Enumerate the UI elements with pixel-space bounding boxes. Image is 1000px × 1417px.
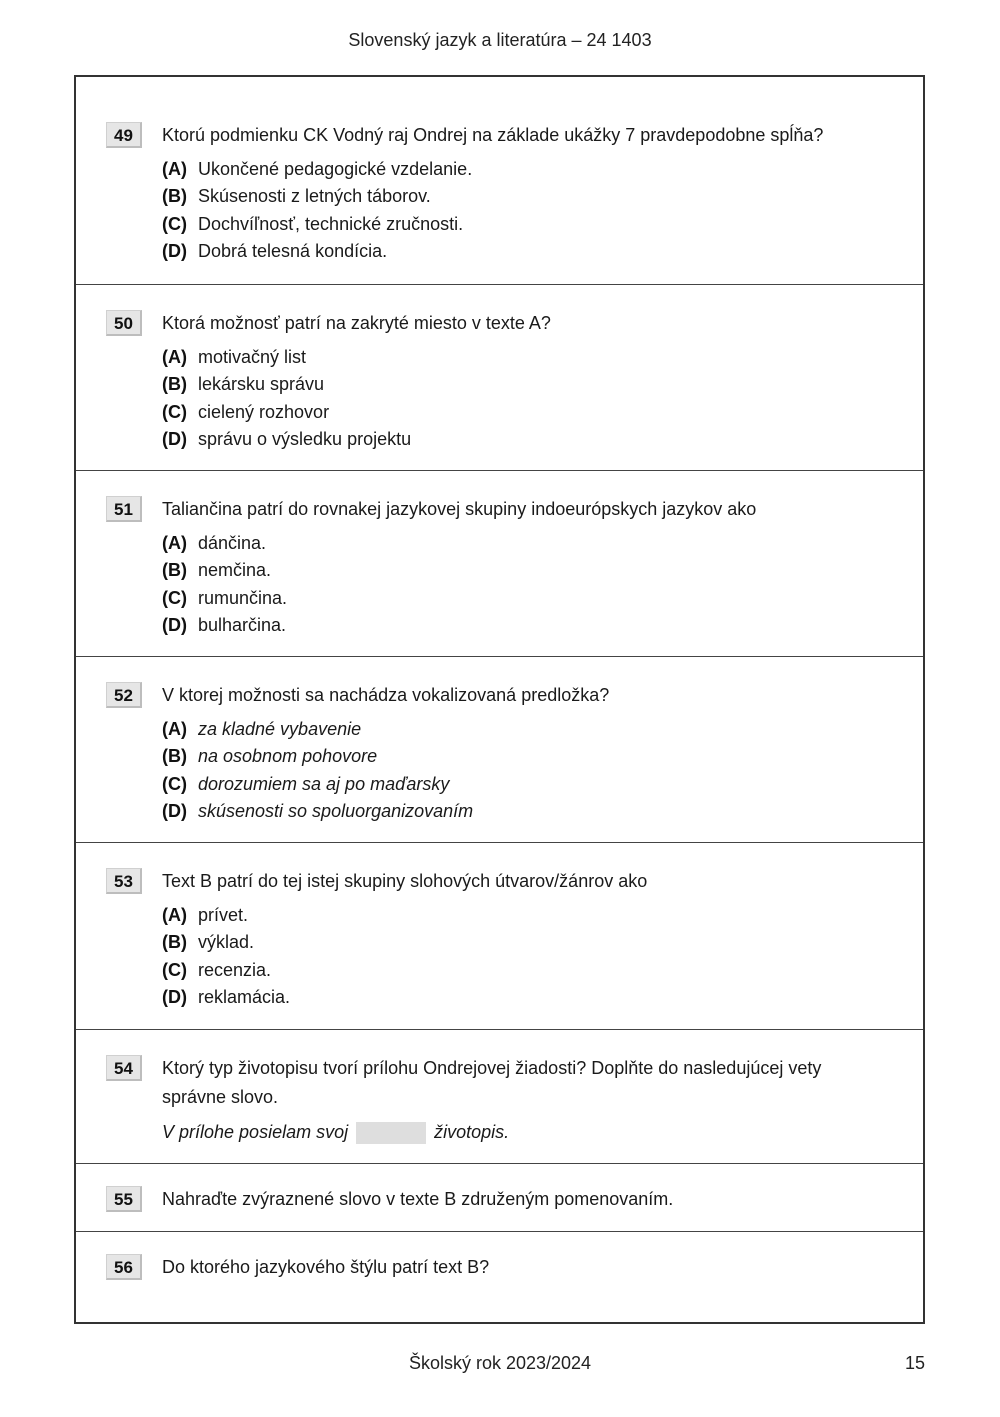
option-text: Dochvíľnosť, technické zručnosti. bbox=[198, 213, 464, 234]
option-label: (B) bbox=[162, 560, 187, 581]
option-text: Ukončené pedagogické vzdelanie. bbox=[198, 159, 473, 179]
option-label: (A) bbox=[162, 719, 187, 739]
option-label: (C) bbox=[162, 773, 187, 794]
option-label: (D) bbox=[162, 240, 187, 261]
options-52 bbox=[162, 716, 473, 825]
question-number-50: 50 bbox=[106, 310, 142, 336]
option-label: (A) bbox=[162, 347, 187, 367]
option-label: (C) bbox=[162, 587, 187, 608]
option-d[interactable] bbox=[162, 238, 472, 265]
option-label: (D) bbox=[162, 800, 187, 821]
question-number-49: 49 bbox=[106, 122, 142, 148]
option-d[interactable] bbox=[162, 798, 473, 825]
page-number: 15 bbox=[905, 1353, 926, 1373]
option-label: (C) bbox=[162, 959, 187, 980]
option-b[interactable] bbox=[162, 371, 411, 398]
question-53 bbox=[76, 842, 923, 1029]
question-text-55: Nahraďte zvýraznené slovo v texte B združeným pomenovaním. bbox=[162, 1189, 674, 1209]
answer-blank[interactable] bbox=[356, 1122, 426, 1144]
options-50 bbox=[162, 344, 411, 453]
question-number-51: 51 bbox=[106, 496, 142, 522]
question-51 bbox=[76, 470, 923, 656]
option-text: rumunčina. bbox=[198, 587, 288, 608]
option-label: (C) bbox=[162, 401, 187, 422]
question-text-49: Ktorú podmienku CK Vodný raj Ondrej na základe ukážky 7 pravdepodobne spĺňa? bbox=[162, 125, 824, 145]
question-49 bbox=[76, 77, 923, 284]
option-text: správu o výsledku projektu bbox=[198, 428, 412, 449]
option-d[interactable] bbox=[162, 612, 287, 639]
option-c[interactable] bbox=[162, 399, 411, 426]
option-text: výklad. bbox=[198, 932, 255, 953]
option-a[interactable] bbox=[162, 344, 411, 371]
question-52 bbox=[76, 656, 923, 842]
question-number-55: 55 bbox=[106, 1186, 142, 1212]
question-text-53: Text B patrí do tej istej skupiny slohových útvarov/žánrov ako bbox=[162, 871, 648, 891]
option-label: (B) bbox=[162, 746, 187, 767]
sentence-end: životopis. bbox=[434, 1122, 510, 1142]
option-text: Skúsenosti z letných táborov. bbox=[198, 186, 431, 207]
option-a[interactable] bbox=[162, 902, 290, 929]
question-text-51: Taliančina patrí do rovnakej jazykovej skupiny indoeurópskych jazykov ako bbox=[162, 499, 757, 519]
option-b[interactable] bbox=[162, 557, 287, 584]
option-label: (B) bbox=[162, 932, 187, 953]
option-text: na osobnom pohovore bbox=[198, 746, 378, 767]
options-51 bbox=[162, 530, 287, 639]
question-55 bbox=[76, 1163, 923, 1231]
question-text-52: V ktorej možnosti sa nachádza vokalizovaná predložka? bbox=[162, 685, 610, 705]
option-label: (C) bbox=[162, 213, 187, 234]
option-text: za kladné vybavenie bbox=[198, 719, 362, 739]
option-a[interactable] bbox=[162, 156, 472, 183]
option-label: (A) bbox=[162, 159, 187, 179]
option-label: (B) bbox=[162, 186, 187, 207]
sentence-start: V prílohe posielam svoj bbox=[162, 1122, 349, 1142]
option-text: prívet. bbox=[198, 905, 249, 925]
fill-in-sentence bbox=[162, 1120, 509, 1144]
option-text: dorozumiem sa aj po maďarsky bbox=[198, 773, 450, 794]
option-a[interactable] bbox=[162, 716, 473, 743]
question-54 bbox=[76, 1029, 923, 1163]
option-text: lekársku správu bbox=[198, 374, 325, 395]
option-label: (D) bbox=[162, 428, 187, 449]
option-text: cielený rozhovor bbox=[198, 401, 330, 422]
question-number-56: 56 bbox=[106, 1254, 142, 1280]
question-number-53: 53 bbox=[106, 868, 142, 894]
options-49 bbox=[162, 156, 472, 265]
option-b[interactable] bbox=[162, 929, 290, 956]
option-label: (A) bbox=[162, 533, 187, 553]
question-number-52: 52 bbox=[106, 682, 142, 708]
option-a[interactable] bbox=[162, 530, 287, 557]
page-footer: Školský rok 2023/2024 bbox=[408, 1353, 592, 1373]
option-b[interactable] bbox=[162, 183, 472, 210]
question-text-50: Ktorá možnosť patrí na zakryté miesto v texte A? bbox=[162, 313, 551, 333]
question-50 bbox=[76, 284, 923, 470]
option-text: dánčina. bbox=[198, 533, 267, 553]
question-text-54: Ktorý typ životopisu tvorí prílohu Ondrejovej žiadosti? Doplňte do nasledujúcej vety správne slovo. bbox=[162, 1058, 822, 1107]
option-c[interactable] bbox=[162, 585, 287, 612]
question-text-56: Do ktorého jazykového štýlu patrí text B? bbox=[162, 1257, 490, 1277]
option-c[interactable] bbox=[162, 211, 472, 238]
option-text: Dobrá telesná kondícia. bbox=[198, 240, 388, 261]
option-b[interactable] bbox=[162, 743, 473, 770]
question-number-54: 54 bbox=[106, 1055, 142, 1081]
option-text: recenzia. bbox=[198, 959, 272, 980]
option-label: (D) bbox=[162, 614, 187, 635]
option-text: motivačný list bbox=[198, 347, 307, 367]
question-56 bbox=[76, 1231, 923, 1324]
option-text: reklamácia. bbox=[198, 986, 291, 1007]
option-c[interactable] bbox=[162, 957, 290, 984]
option-label: (B) bbox=[162, 374, 187, 395]
page-header: Slovenský jazyk a literatúra – 24 1403 bbox=[348, 30, 652, 50]
option-d[interactable] bbox=[162, 984, 290, 1011]
question-sheet bbox=[74, 75, 925, 1324]
option-d[interactable] bbox=[162, 426, 411, 453]
option-text: nemčina. bbox=[198, 560, 272, 581]
option-text: bulharčina. bbox=[198, 614, 287, 635]
options-53 bbox=[162, 902, 290, 1011]
option-label: (A) bbox=[162, 905, 187, 925]
option-text: skúsenosti so spoluorganizovaním bbox=[198, 800, 474, 821]
option-label: (D) bbox=[162, 986, 187, 1007]
option-c[interactable] bbox=[162, 771, 473, 798]
